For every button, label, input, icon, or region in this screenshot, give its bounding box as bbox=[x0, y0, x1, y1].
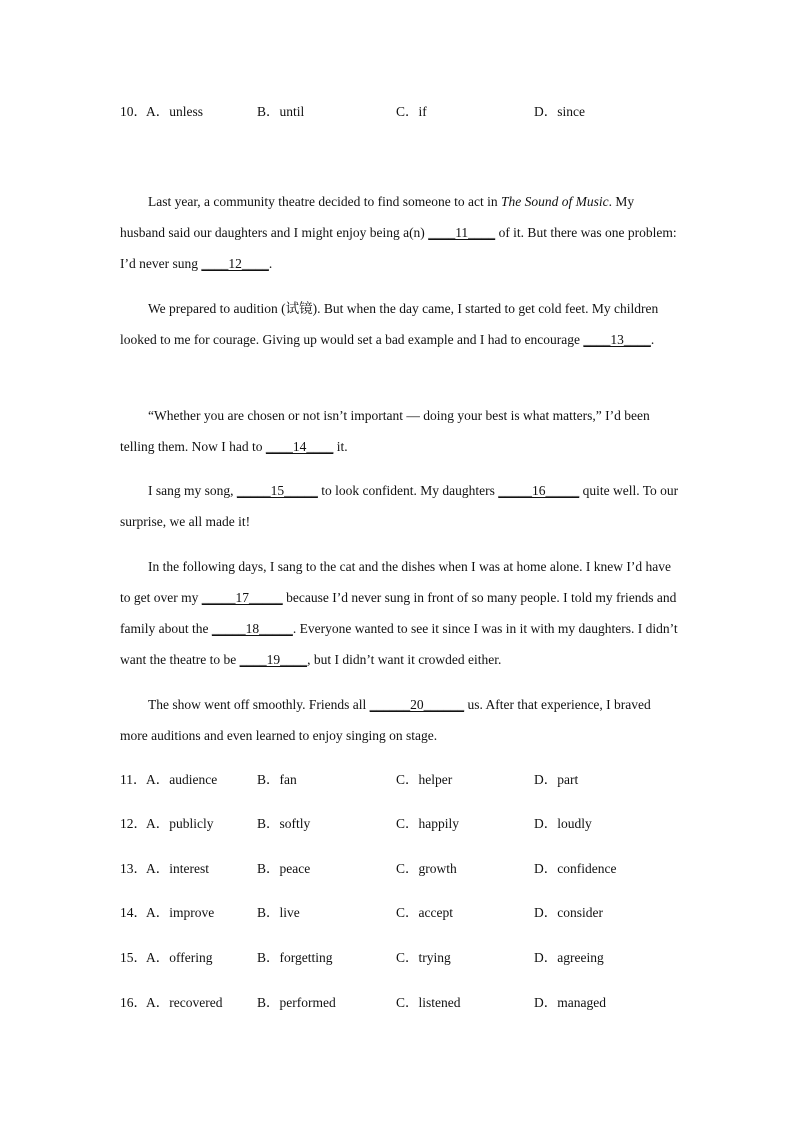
text: We prepared to audition (试镜). But when the day came, I started to get cold feet. My children looked to me for courage. Giving up would set a bad example and I had to encourage bbox=[120, 301, 659, 347]
blank-12: ____12____ bbox=[201, 256, 269, 271]
text: quite well. To our surprise, we all made it! bbox=[120, 483, 679, 529]
question-number: 12． bbox=[120, 816, 147, 831]
option-d: D．confidence bbox=[534, 861, 617, 876]
blank-17: _____17_____ bbox=[201, 590, 283, 605]
option-b: B．fan bbox=[257, 772, 297, 787]
text: of it. But there was one problem: I’d never sung bbox=[120, 225, 677, 271]
question-number: 13． bbox=[120, 861, 147, 876]
text: . bbox=[268, 256, 273, 271]
option-d: D．part bbox=[534, 772, 579, 787]
option-a: A．unless bbox=[146, 104, 203, 119]
option-b: B．performed bbox=[257, 995, 336, 1010]
option-c: C．growth bbox=[396, 861, 457, 876]
blank-20: ______20______ bbox=[369, 697, 465, 712]
option-d: D．loudly bbox=[534, 816, 592, 831]
passage-paragraph-6 bbox=[120, 689, 680, 751]
option-a: A．publicly bbox=[146, 816, 214, 831]
text: . Everyone wanted to see it since I was in it with my daughters. I didn’t want the theatre to be bbox=[120, 621, 678, 667]
question-number: 15． bbox=[120, 950, 147, 965]
blank-11: ____11____ bbox=[428, 225, 496, 240]
passage-paragraph-1 bbox=[120, 186, 680, 279]
option-a: A．audience bbox=[146, 772, 218, 787]
option-a: A．interest bbox=[146, 861, 209, 876]
text: it. bbox=[333, 439, 348, 454]
option-a: A．recovered bbox=[146, 995, 223, 1010]
passage-paragraph-2 bbox=[120, 293, 680, 355]
option-c: C．trying bbox=[396, 950, 451, 965]
blank-13: ____13____ bbox=[583, 332, 651, 347]
option-d: D．managed bbox=[534, 995, 606, 1010]
text: us. After that experience, I braved more auditions and even learned to enjoy singing on stage. bbox=[120, 697, 651, 743]
passage-paragraph-3 bbox=[120, 400, 680, 462]
passage-paragraph-5 bbox=[120, 551, 680, 675]
text: , but I didn’t want it crowded either. bbox=[307, 652, 502, 667]
blank-19: ____19____ bbox=[239, 652, 308, 667]
option-d: D．consider bbox=[534, 905, 603, 920]
blank-16: _____16_____ bbox=[498, 483, 580, 498]
option-b: B．softly bbox=[257, 816, 311, 831]
option-a: A．offering bbox=[146, 950, 213, 965]
option-b: B．forgetting bbox=[257, 950, 333, 965]
question-number: 10． bbox=[120, 104, 147, 119]
passage-paragraph-4 bbox=[120, 475, 680, 537]
text: . bbox=[650, 332, 655, 347]
option-d: D．agreeing bbox=[534, 950, 604, 965]
text: because I’d never sung in front of so many people. I told my friends and family about the bbox=[120, 590, 677, 636]
text: I sang my song, bbox=[148, 483, 237, 498]
text: . My husband said our daughters and I might enjoy being a(n) bbox=[120, 194, 635, 240]
question-number: 14． bbox=[120, 905, 147, 920]
text: “Whether you are chosen or not isn’t important — doing your best is what matters,” I’d been telling them. Now I had to bbox=[120, 408, 650, 454]
option-c: C．accept bbox=[396, 905, 453, 920]
text: The show went off smoothly. Friends all bbox=[148, 697, 370, 712]
option-b: B．peace bbox=[257, 861, 311, 876]
option-b: B．until bbox=[257, 104, 305, 119]
blank-14: ____14____ bbox=[265, 439, 334, 454]
option-a: A．improve bbox=[146, 905, 215, 920]
option-c: C．if bbox=[396, 104, 427, 119]
question-number: 11． bbox=[120, 772, 147, 787]
play-title: The Sound of Music bbox=[500, 194, 609, 209]
text: to look confident. My daughters bbox=[317, 483, 499, 498]
text: Last year, a community theatre decided to find someone to act in bbox=[148, 194, 501, 209]
question-number: 16． bbox=[120, 995, 147, 1010]
blank-15: _____15_____ bbox=[236, 483, 318, 498]
option-c: C．helper bbox=[396, 772, 453, 787]
text: In the following days, I sang to the cat and the dishes when I was at home alone. I knew I’d have to get over my bbox=[120, 559, 671, 605]
option-b: B．live bbox=[257, 905, 300, 920]
option-c: C．listened bbox=[396, 995, 461, 1010]
blank-18: _____18_____ bbox=[211, 621, 293, 636]
option-d: D．since bbox=[534, 104, 585, 119]
option-c: C．happily bbox=[396, 816, 459, 831]
